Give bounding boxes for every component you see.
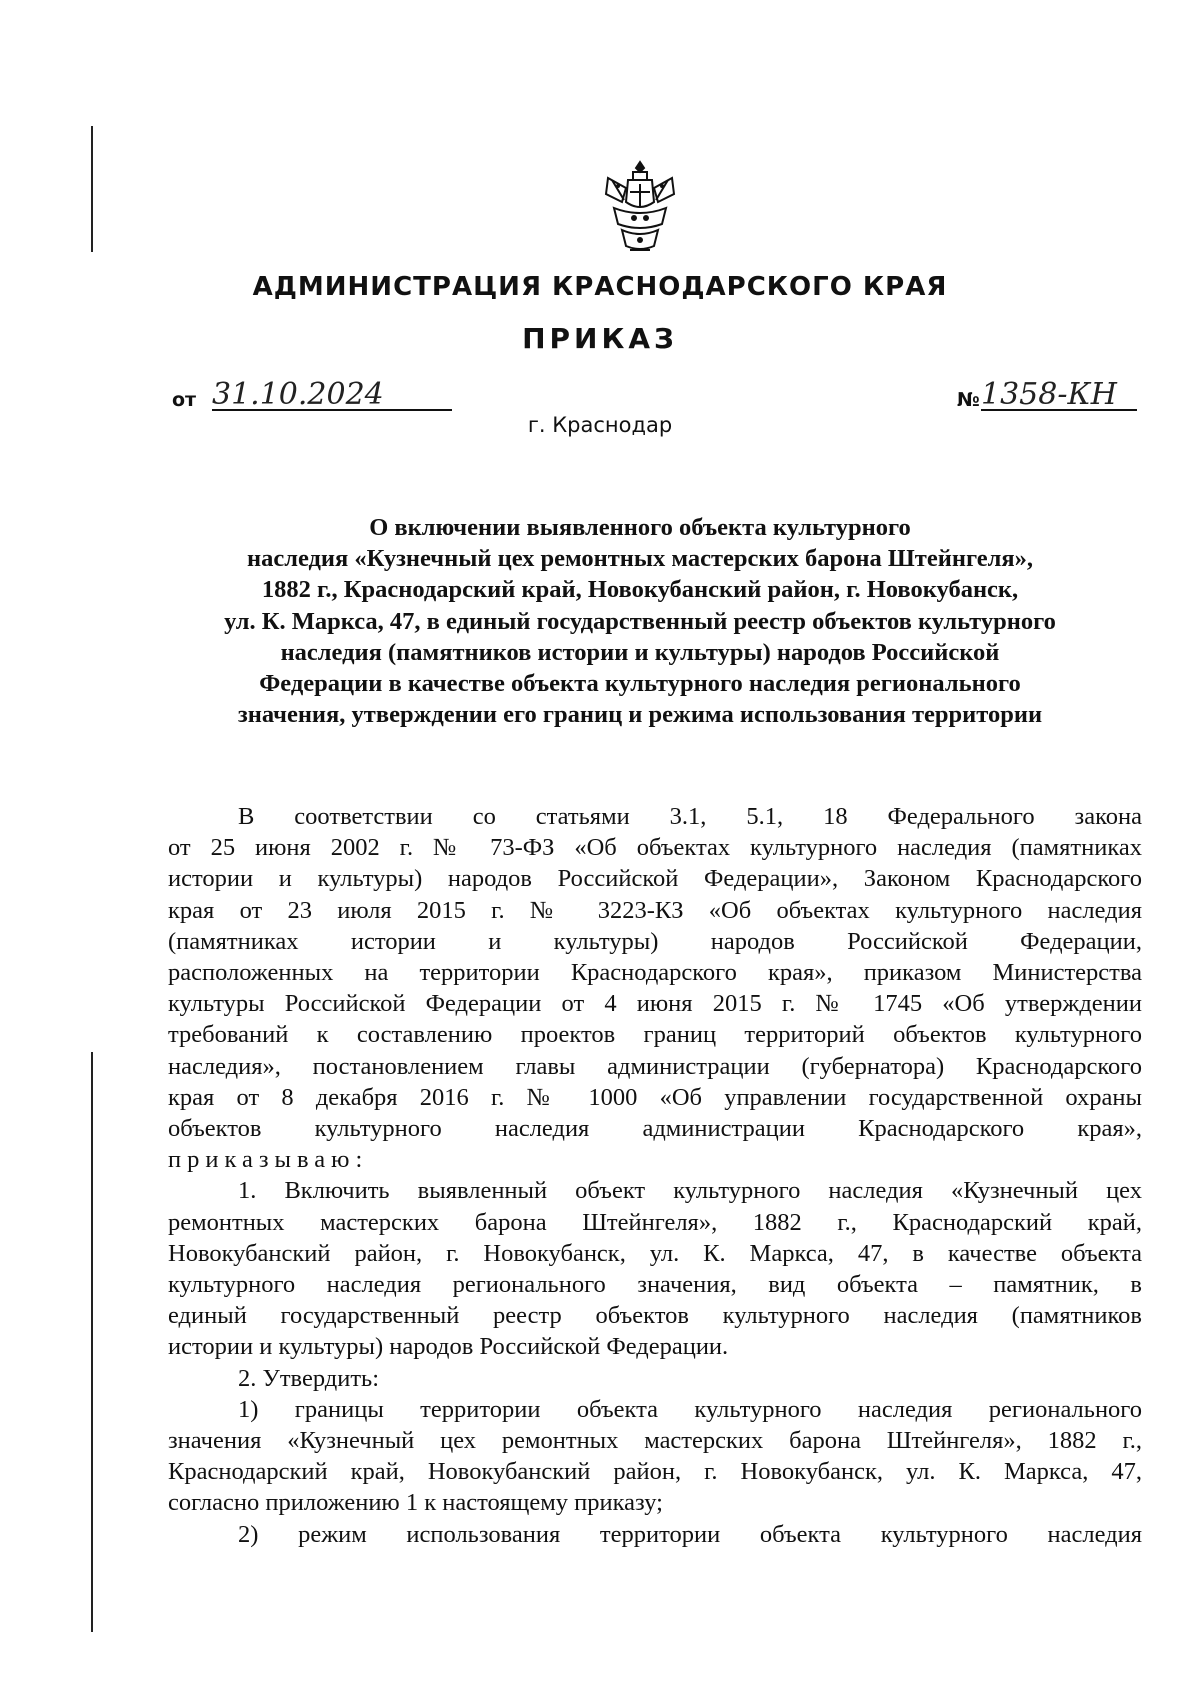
document-subject: [140, 512, 1140, 730]
body-line: В соответствии со статьями 3.1, 5.1, 18 Федерального закона: [238, 803, 1142, 830]
document-type: ПРИКАЗ: [522, 322, 678, 355]
body-line: 2) режим использования территории объекта культурного наследия: [238, 1520, 1142, 1548]
body-line: значения «Кузнечный цех ремонтных мастерских барона Штейнгеля», 1882 г.,: [168, 1427, 1142, 1455]
number-value: 1358-КН: [981, 377, 1137, 411]
subject-line: наследия «Кузнечный цех ремонтных мастерских барона Штейнгеля»,: [247, 545, 1033, 573]
subject-line: ул. К. Маркса, 47, в единый государственный реестр объектов культурного: [224, 607, 1056, 635]
body-line: культуры Российской Федерации от 4 июня 2015 г. № 1745 «Об утверждении: [168, 990, 1142, 1018]
body-line: культурного наследия регионального значения, вид объекта – памятник, в: [168, 1271, 1142, 1299]
document-body: [168, 801, 1142, 1550]
body-line: (памятниках истории и культуры) народов Российской Федерации,: [168, 927, 1142, 955]
subject-line: наследия (памятников истории и культуры) народов Российской: [280, 638, 1000, 666]
body-line: истории и культуры) народов Российской Федерации.: [168, 1333, 729, 1361]
body-line-order-word: приказываю:: [168, 1146, 369, 1174]
date-value: 31.10.2024: [212, 377, 452, 411]
scan-edge-line-top: [91, 126, 93, 252]
body-line: Краснодарский край, Новокубанский район, г. Новокубанск, ул. К. Маркса, 47,: [168, 1458, 1142, 1486]
body-line: истории и культуры) народов Российской Федерации», Законом Краснодарского: [168, 865, 1142, 893]
body-line: края от 8 декабря 2016 г. № 1000 «Об управлении государственной охраны: [168, 1083, 1142, 1111]
body-line: края от 23 июля 2015 г. № 3223-КЗ «Об объектах культурного наследия: [168, 896, 1142, 924]
body-line: 2. Утвердить:: [238, 1364, 380, 1392]
scan-edge-line-bottom: [91, 1052, 93, 1632]
subject-line: О включении выявленного объекта культурного: [369, 514, 911, 541]
body-line: единый государственный реестр объектов культурного наследия (памятников: [168, 1302, 1142, 1330]
subject-line: Федерации в качестве объекта культурного наследия регионального: [259, 670, 1021, 698]
body-line: 1) границы территории объекта культурного наследия регионального: [238, 1395, 1142, 1423]
subject-line: 1882 г., Краснодарский край, Новокубанский район, г. Новокубанск,: [261, 576, 1019, 604]
body-line: 1. Включить выявленный объект культурного наследия «Кузнечный цех: [238, 1177, 1142, 1205]
date-label: от: [172, 389, 197, 411]
body-line: Новокубанский район, г. Новокубанск, ул. К. Маркса, 47, в качестве объекта: [168, 1239, 1142, 1267]
subject-line: значения, утверждении его границ и режима использования территории: [237, 701, 1043, 729]
body-line: расположенных на территории Краснодарского края», приказом Министерства: [168, 959, 1142, 987]
body-line: ремонтных мастерских барона Штейнгеля», 1882 г., Краснодарский край,: [168, 1208, 1142, 1236]
organization-title: АДМИНИСТРАЦИЯ КРАСНОДАРСКОГО КРАЯ: [252, 272, 948, 302]
body-line: требований к составлению проектов границ территорий объектов культурного: [168, 1021, 1142, 1049]
body-line: от 25 июня 2002 г. № 73-ФЗ «Об объектах культурного наследия (памятниках: [168, 834, 1142, 862]
city: г. Краснодар: [527, 413, 673, 437]
body-line: наследия», постановлением главы администрации (губернатора) Краснодарского: [168, 1052, 1142, 1080]
coat-of-arms-icon: [600, 158, 680, 258]
body-line: согласно приложению 1 к настоящему приказу;: [168, 1489, 663, 1517]
number-label: №: [957, 389, 980, 411]
body-line: объектов культурного наследия администрации Краснодарского края»,: [168, 1115, 1142, 1143]
